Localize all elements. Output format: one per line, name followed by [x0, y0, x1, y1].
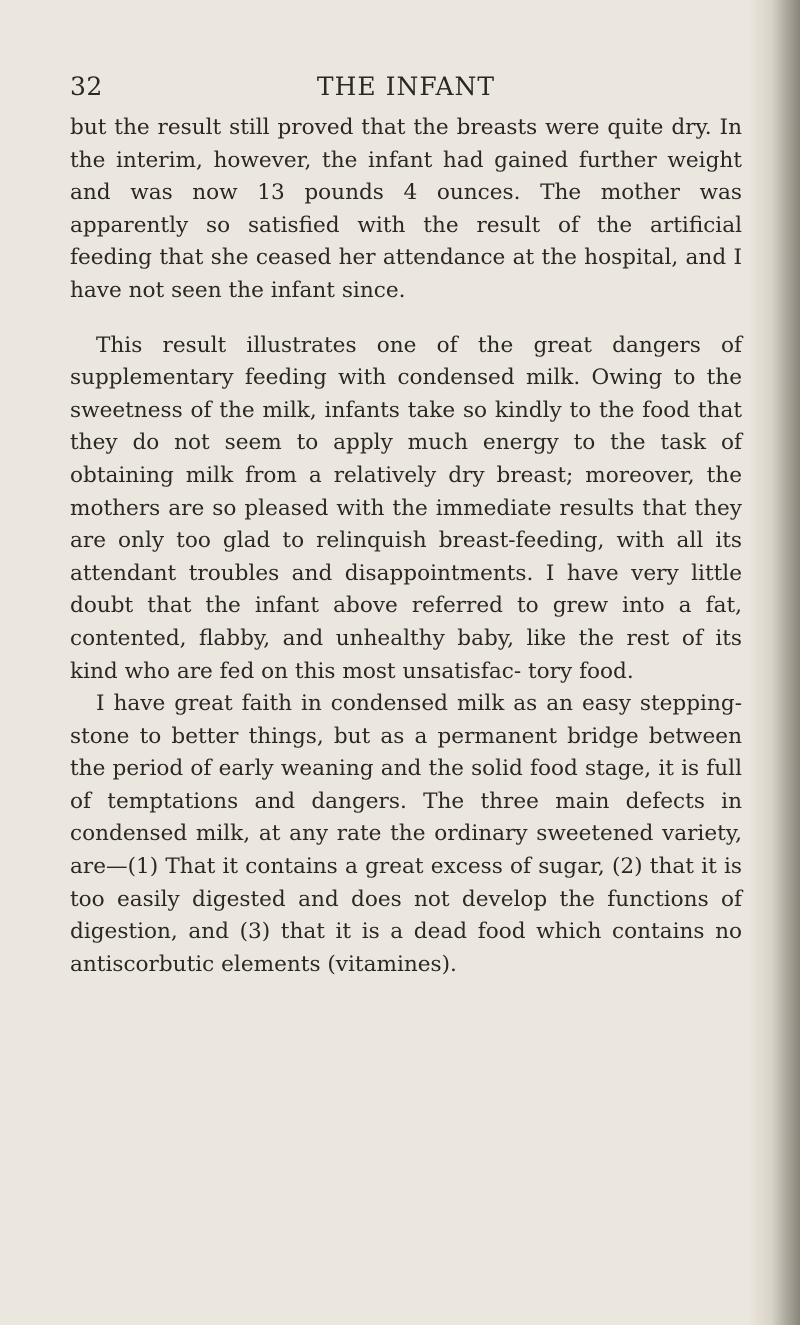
- body-text: [70, 112, 742, 981]
- paragraph-condensed-milk-defects: I have great faith in condensed milk as an easy stepping-stone to better things, but as a permanent bridge between the period of early weaning and the solid food stage, it is full of temptations and dangers. The three main defects in condensed milk, at any rate the ordinary sweetened variety, are—(1) That it contains a great excess of sugar, (2) that it is too easily digested and does not develop the functions of digestion, and (3) that it is a dead food which contains no antiscorbutic elements (vitamines).: [70, 691, 742, 977]
- running-head: THE INFANT: [316, 72, 496, 101]
- page-header: [70, 72, 742, 112]
- page-number: 32: [70, 72, 103, 101]
- page-edge-shadow: [748, 0, 800, 1325]
- paragraph-condensed-milk-dangers: This result illustrates one of the great dangers of supplementary feeding with condensed milk. Owing to the sweetness of the milk, infants take so kindly to the food that they do not seem to apply much energy to the task of obtaining milk from a relatively dry breast; moreover, the mothers are so pleased with the immediate results that they are only too glad to relinquish breast-feeding, with all its attendant troubles and disappointments. I have very little doubt that the infant above referred to grew into a fat, contented, flabby, and unhealthy baby, like the rest of its kind who are fed on this most unsatisfac- tory food.: [70, 332, 742, 684]
- paragraph-continuation: but the result still proved that the breasts were quite dry. In the interim, however, the infant had gained further weight and was now 13 pounds 4 ounces. The mother was apparently so satisfied with the result of the artificial feeding that she ceased her attendance at the hospital, and I have not seen the infant since.: [70, 115, 742, 303]
